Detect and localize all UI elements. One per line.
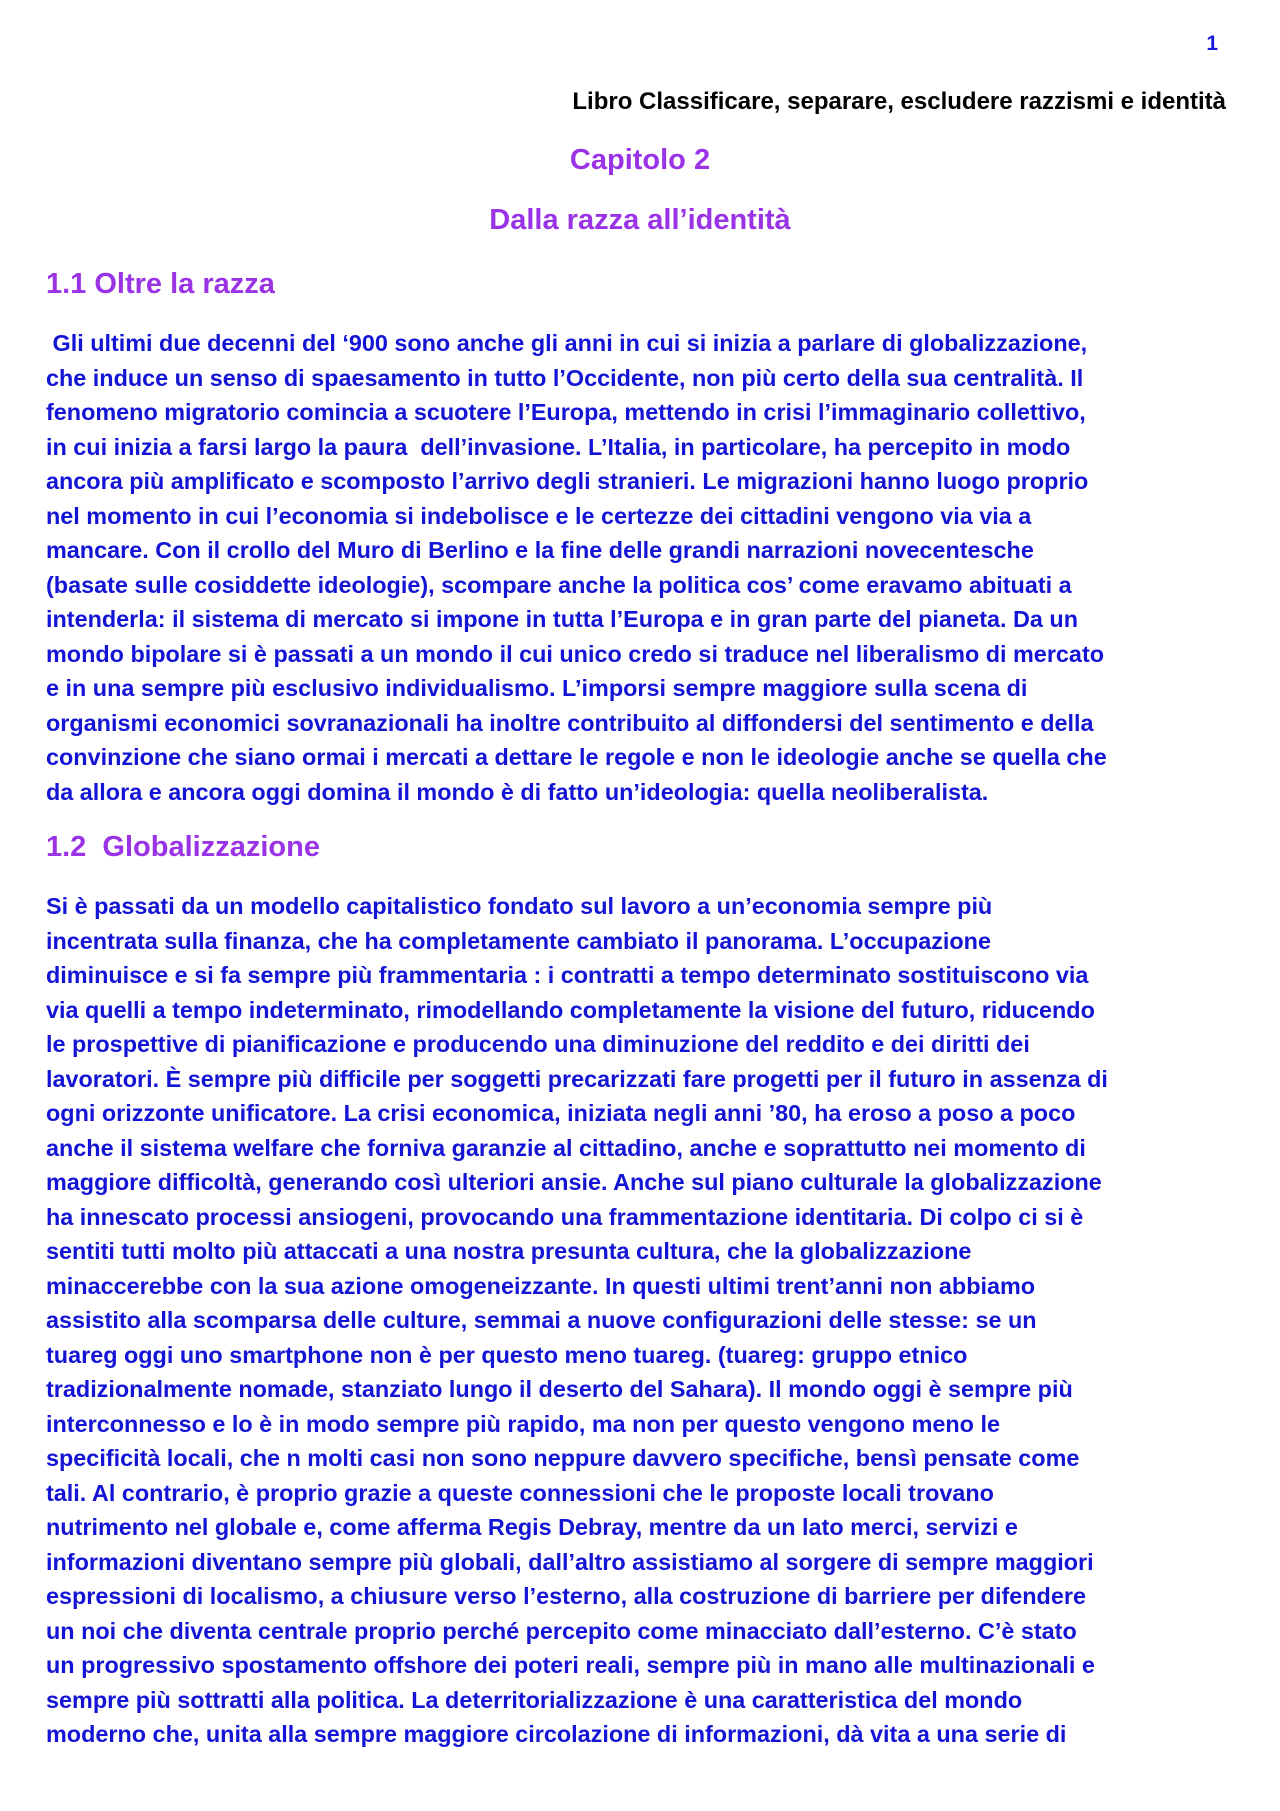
paragraph-line: informazioni diventano sempre più globali, dall’altro assistiamo al sorgere di sempre maggiori [46,1548,1094,1575]
paragraph-line: specificità locali, che n molti casi non sono neppure davvero specifiche, bensì pensate come [46,1445,1080,1471]
paragraph-line: sentiti tutti molto più attaccati a una nostra presunta cultura, che la globalizzazione [46,1238,972,1264]
paragraph-line: tradizionalmente nomade, stanziato lungo il deserto del Sahara). Il mondo oggi è sempre più [46,1376,1073,1402]
paragraph-line: assistito alla scomparsa delle culture, semmai a nuove configurazioni delle stesse: se un [46,1307,1037,1333]
section-2-paragraph [46,889,1246,1752]
paragraph-line: un progressivo spostamento offshore dei poteri reali, sempre più in mano alle multinazionali e [46,1652,1095,1678]
paragraph-line: ogni orizzonte unificatore. La crisi economica, iniziata negli anni ’80, ha eroso a poso a poco [46,1100,1076,1126]
paragraph-line: da allora e ancora oggi domina il mondo è di fatto un’ideologia: quella neoliberalista. [46,778,989,805]
paragraph-line: un noi che diventa centrale proprio perché percepito come minacciato dall’esterno. C’è stato [46,1617,1077,1644]
paragraph-line: fenomeno migratorio comincia a scuotere l’Europa, mettendo in crisi l’immaginario collettivo, [46,399,1086,425]
paragraph-line: tali. Al contrario, è proprio grazie a queste connessioni che le proposte locali trovano [46,1479,994,1506]
paragraph-line: interconnesso e lo è in modo sempre più rapido, ma non per questo vengono meno le [46,1410,1000,1437]
page-number: 1 [1206,32,1218,55]
paragraph-line: lavoratori. È sempre più difficile per soggetti precarizzati fare progetti per il futuro in assenza di [46,1065,1108,1092]
section-1-paragraph [46,326,1246,809]
paragraph-line: convinzione che siano ormai i mercati a dettare le regole e non le ideologie anche se quella che [46,744,1107,770]
paragraph-line: espressioni di localismo, a chiusure verso l’esterno, alla costruzione di barriere per difendere [46,1583,1086,1609]
paragraph-line: ha innescato processi ansiogeni, provocando una frammentazione identitaria. Di colpo ci si è [46,1203,1084,1230]
paragraph-line: incentrata sulla finanza, che ha completamente cambiato il panorama. L’occupazione [46,927,991,954]
paragraph-line: che induce un senso di spaesamento in tutto l’Occidente, non più certo della sua centralità. Il [46,364,1084,391]
paragraph-line: sempre più sottratti alla politica. La deterritorializzazione è una caratteristica del mondo [46,1686,1023,1713]
paragraph-line: e in una sempre più esclusivo individualismo. L’imporsi sempre maggiore sulla scena di [46,675,1028,701]
book-title: Libro Classificare, separare, escludere razzismi e identità [572,88,1226,115]
section-heading-1-1: 1.1 Oltre la razza [46,268,275,300]
paragraph-line: nutrimento nel globale e, come afferma Regis Debray, mentre da un lato merci, servizi e [46,1514,1018,1540]
paragraph-line: nel momento in cui l’economia si indebolisce e le certezze dei cittadini vengono via via a [46,502,1032,529]
paragraph-line: (basate sulle cosiddette ideologie), scompare anche la politica cos’ come eravamo abituati a [46,571,1072,598]
paragraph-line: tuareg oggi uno smartphone non è per questo meno tuareg. (tuareg: gruppo etnico [46,1341,968,1368]
paragraph-line: diminuisce e si fa sempre più frammentaria : i contratti a tempo determinato sostituiscono via [46,962,1089,988]
paragraph-line: moderno che, unita alla sempre maggiore circolazione di informazioni, dà vita a una serie di [46,1721,1067,1747]
paragraph-line: minaccerebbe con la sua azione omogeneizzante. In questi ultimi trent’anni non abbiamo [46,1272,1036,1299]
paragraph-line: anche il sistema welfare che forniva garanzie al cittadino, anche e soprattutto nei momento di [46,1134,1086,1161]
chapter-title: Dalla razza all’identità [489,204,791,236]
paragraph-line: intenderla: il sistema di mercato si impone in tutta l’Europa e in gran parte del pianeta. Da un [46,606,1078,632]
paragraph-line: mancare. Con il crollo del Muro di Berlino e la fine delle grandi narrazioni novecentesche [46,537,1034,563]
paragraph-line: mondo bipolare si è passati a un mondo il cui unico credo si traduce nel liberalismo di mercato [46,640,1105,667]
section-heading-1-2: 1.2 Globalizzazione [46,831,320,863]
paragraph-line: Gli ultimi due decenni del ‘900 sono anche gli anni in cui si inizia a parlare di globalizzazione, [46,330,1088,356]
paragraph-line: in cui inizia a farsi largo la paura dell’invasione. L’Italia, in particolare, ha percepito in modo [46,433,1071,460]
paragraph-line: ancora più amplificato e scomposto l’arrivo degli stranieri. Le migrazioni hanno luogo proprio [46,468,1089,494]
paragraph-line: organismi economici sovranazionali ha inoltre contribuito al diffondersi del sentimento e della [46,709,1094,736]
paragraph-line: maggiore difficoltà, generando così ulteriori ansie. Anche sul piano culturale la globalizzazione [46,1169,1102,1195]
chapter-number: Capitolo 2 [569,144,711,176]
paragraph-line: Si è passati da un modello capitalistico fondato sul lavoro a un’economia sempre più [46,893,993,919]
paragraph-line: via quelli a tempo indeterminato, rimodellando completamente la visione del futuro, riducendo [46,996,1095,1023]
paragraph-line: le prospettive di pianificazione e producendo una diminuzione del reddito e dei diritti dei [46,1031,1030,1057]
